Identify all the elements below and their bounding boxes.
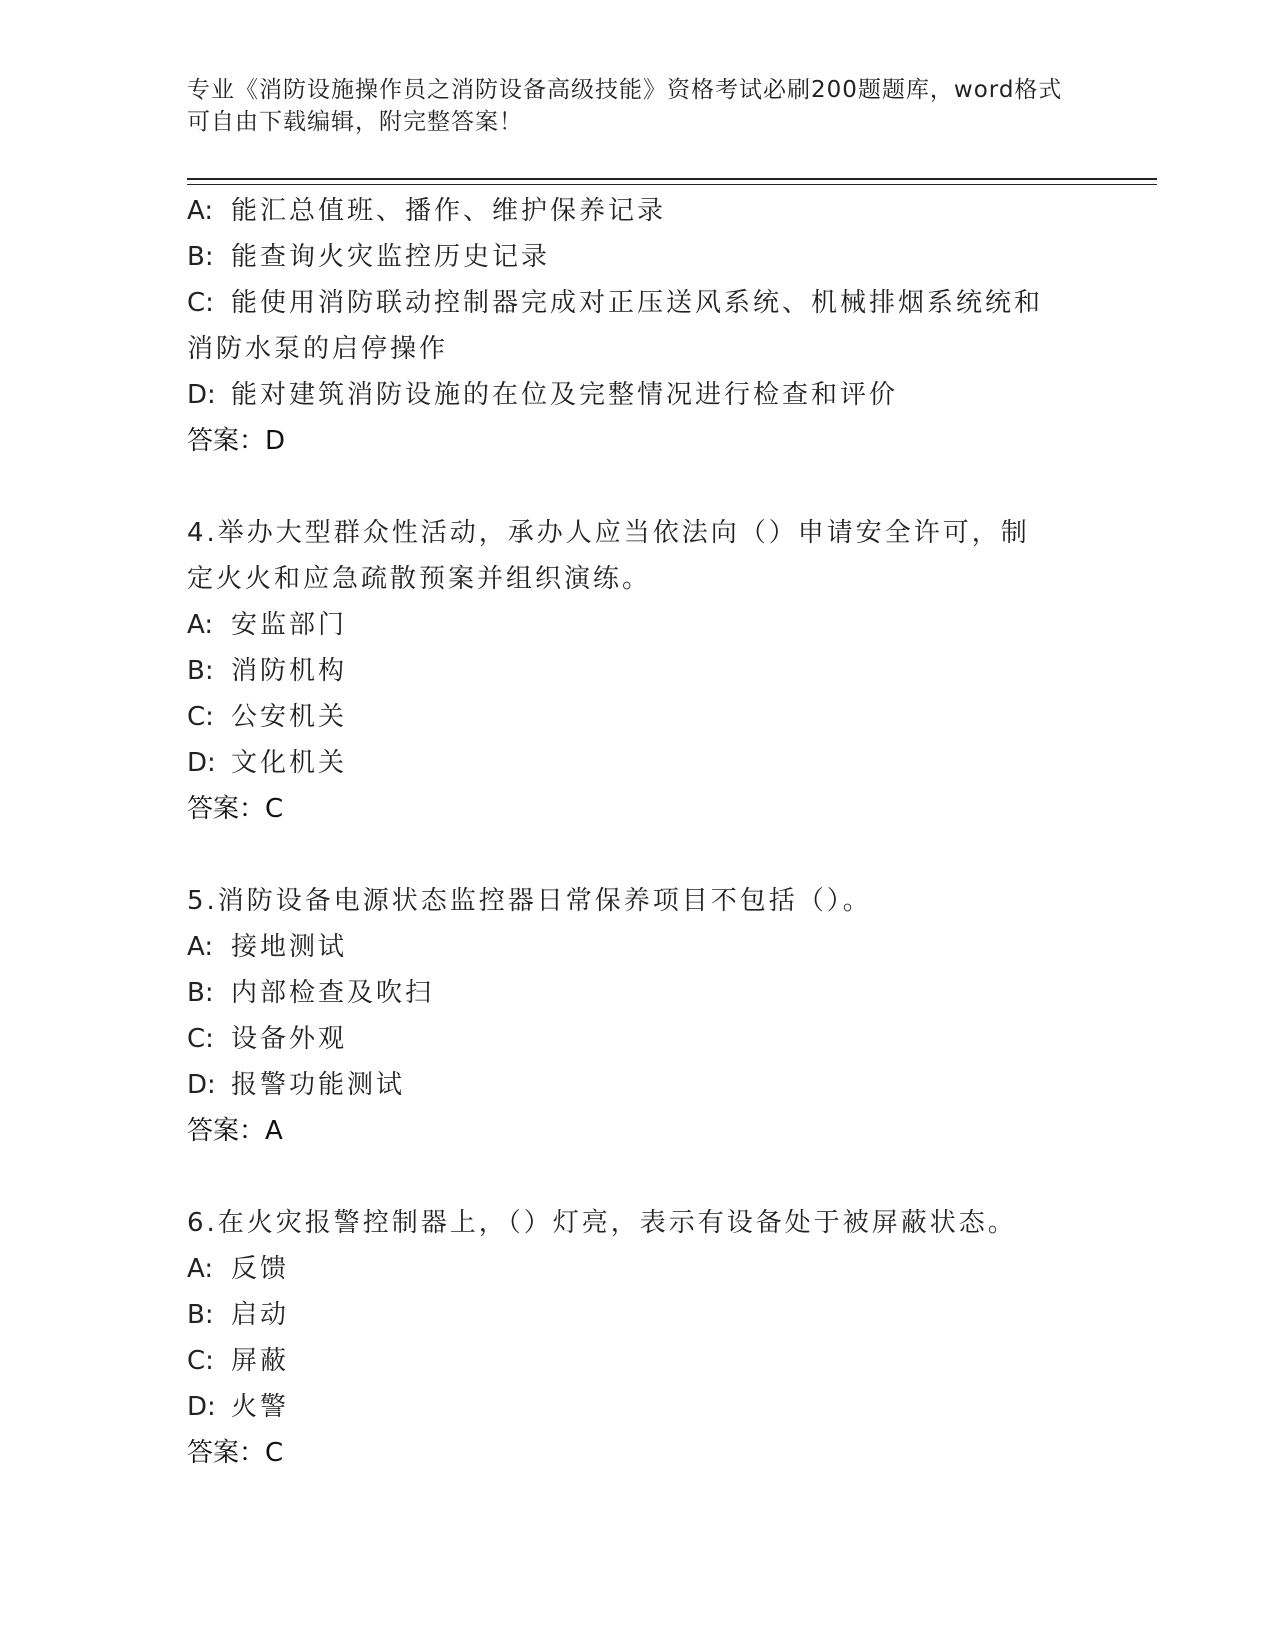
option-d: D: 火警 [187,1392,290,1422]
option-c: C: 屏蔽 [187,1346,290,1376]
option-c: C: 能使用消防联动控制器完成对正压送风系统、机械排烟系统统和消防水泵的启停操作 [187,288,1044,364]
answer: 答案：C [187,794,284,824]
question-stem: 4.举办大型群众性活动，承办人应当依法向（）申请安全许可，制定火火和应急疏散预案并组织演练。 [187,518,1030,594]
question-6 [187,1200,1087,1476]
option-d: D: 文化机关 [187,748,348,778]
answer: 答案：C [187,1438,284,1468]
question-4 [187,510,1087,832]
option-a: A: 安监部门 [187,610,348,640]
spacer [187,464,1087,510]
spacer [187,1154,1087,1200]
option-c: C: 公安机关 [187,702,348,732]
option-b: B: 消防机构 [187,656,348,686]
option-b: B: 内部检查及吹扫 [187,978,435,1008]
option-b: B: 能查询火灾监控历史记录 [187,242,551,272]
header-divider-thick [187,178,1157,180]
question-3 [187,188,1087,464]
option-a: A: 能汇总值班、播作、维护保养记录 [187,196,667,226]
spacer [187,832,1087,878]
option-c: C: 设备外观 [187,1024,348,1054]
answer: 答案：A [187,1116,283,1146]
question-stem: 6.在火灾报警控制器上，（）灯亮，表示有设备处于被屏蔽状态。 [187,1208,1017,1238]
option-d: D: 报警功能测试 [187,1070,406,1100]
answer: 答案：D [187,426,286,456]
option-b: B: 启动 [187,1300,290,1330]
header-divider-thin [187,184,1157,185]
question-list [187,188,1087,1476]
option-a: A: 接地测试 [187,932,348,962]
document-header: 专业《消防设施操作员之消防设备高级技能》资格考试必刷200题题库，word格式可自由下载编辑，附完整答案！ [187,77,1063,135]
option-a: A: 反馈 [187,1254,290,1284]
option-d: D: 能对建筑消防设施的在位及完整情况进行检查和评价 [187,380,899,410]
question-5 [187,878,1087,1154]
question-stem: 5.消防设备电源状态监控器日常保养项目不包括（）。 [187,886,872,916]
